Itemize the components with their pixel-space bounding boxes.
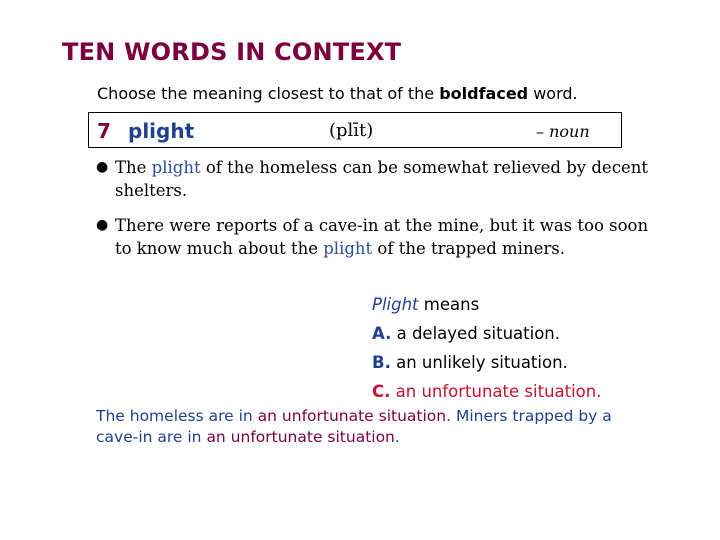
choice-letter: C. (372, 382, 391, 401)
sentence-after: of the homeless can be somewhat relieved by decent shelters. (115, 158, 648, 200)
choice-letter: A. (372, 324, 392, 343)
instruction-bold: boldfaced (439, 84, 529, 103)
sentence-before: There were reports of a cave-in at the mine, but it was too soon to know much about the (115, 216, 649, 258)
choice-letter: B. (372, 353, 391, 372)
choice-text: an unlikely situation. (390, 353, 568, 372)
instruction-text (97, 84, 578, 103)
question-lead-rest: means (418, 295, 480, 314)
pos-dash: – (536, 122, 550, 141)
instruction-after: word. (528, 84, 578, 103)
explanation-highlight-1: an unfortunate situation (257, 407, 447, 425)
sentence-highlight-word: plight (151, 158, 201, 177)
explanation-part-3: . Miners trapped by a cave-in are in (96, 407, 612, 446)
answer-choices (372, 290, 601, 406)
vocabulary-word-box (88, 112, 622, 148)
pronunciation: (plīt) (329, 120, 374, 141)
choice-b[interactable] (372, 348, 601, 377)
page-title: TEN WORDS IN CONTEXT (62, 38, 402, 66)
pos-label: noun (549, 122, 590, 141)
sentence-before: The (115, 158, 152, 177)
sentence-text (115, 156, 656, 202)
choice-text: a delayed situation. (391, 324, 560, 343)
choice-c-correct[interactable] (372, 377, 601, 406)
choice-a[interactable] (372, 319, 601, 348)
word-number: 7 (97, 119, 111, 143)
question-lead (372, 290, 601, 319)
bullet-icon: ● (96, 159, 109, 175)
choice-text: an unfortunate situation. (390, 382, 602, 401)
vocabulary-word: plight (128, 119, 195, 143)
instruction-before: Choose the meaning closest to that of the (97, 84, 440, 103)
explanation-part-1: The homeless are in (96, 407, 258, 425)
explanation-highlight-2: an unfortunate situation (206, 428, 395, 446)
explanation-part-5: . (394, 428, 400, 446)
part-of-speech (536, 122, 590, 141)
sentence-after: of the trapped miners. (372, 239, 565, 258)
sentence-text (115, 214, 656, 260)
example-sentence-2 (96, 214, 656, 260)
answer-explanation (96, 406, 656, 448)
sentence-highlight-word: plight (323, 239, 373, 258)
bullet-icon: ● (96, 217, 109, 233)
example-sentence-1 (96, 156, 656, 202)
question-lead-word: Plight (372, 295, 419, 314)
